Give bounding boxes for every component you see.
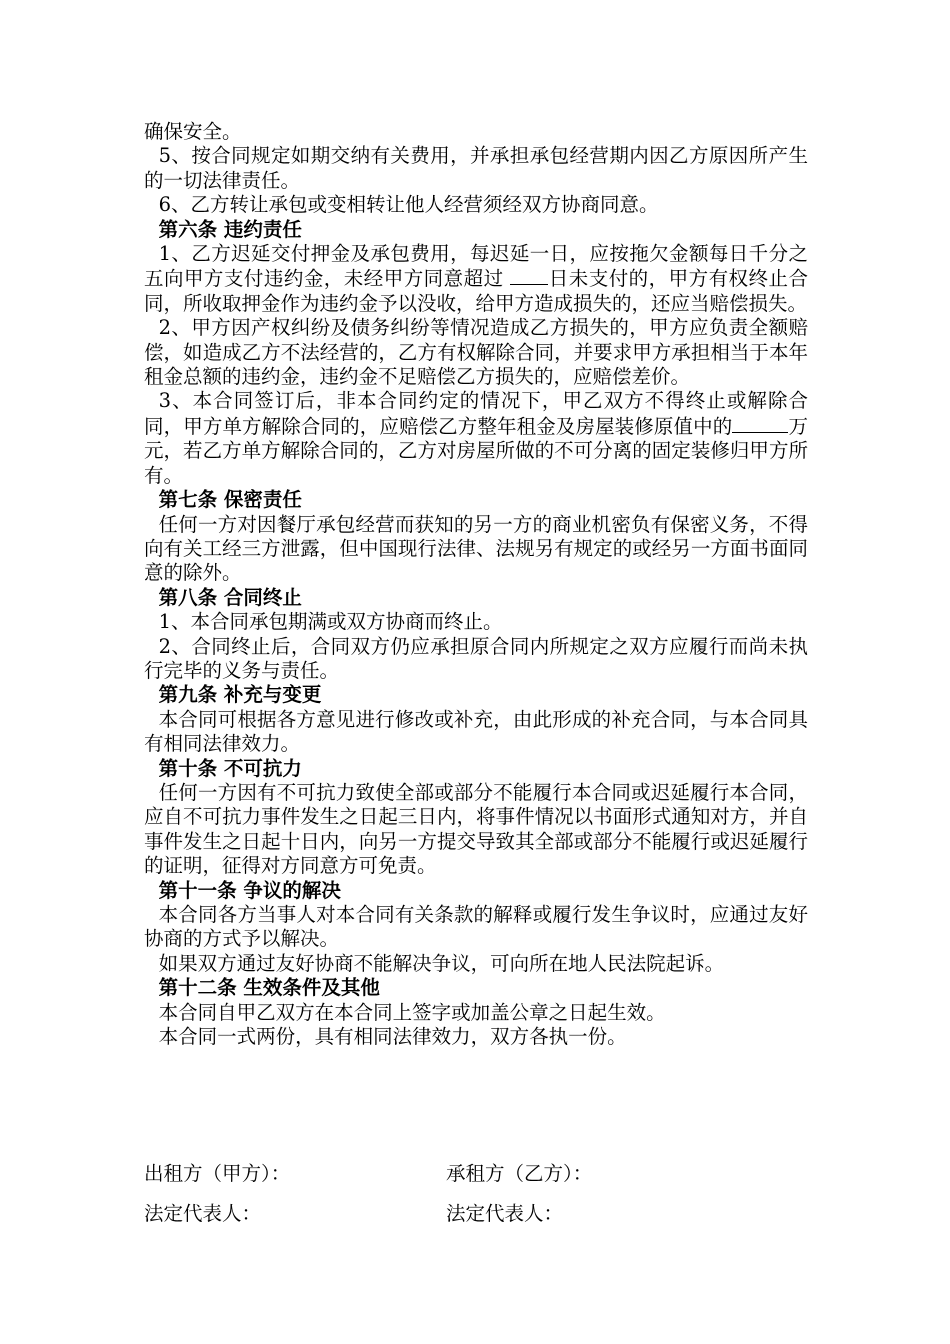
contract-body	[144, 120, 808, 1049]
article-11-heading: 第十一条 争议的解决	[158, 878, 341, 902]
article-7-text: 任何一方对因餐厅承包经营而获知的另一方的商业机密负有保密义务，不得向有关工经三方泄露，但中国现行法律、法规另有规定的或经另一方面书面同意的除外。	[144, 512, 808, 585]
article-11-text-2: 如果双方通过友好协商不能解决争议，可向所在地人民法院起诉。	[158, 951, 725, 975]
clause-text: 万元，若乙方单方解除合同的，乙方对房屋所做的不可分离的固定装修归甲方所有。	[144, 414, 808, 487]
article-12-text-1: 本合同自甲乙双方在本合同上签字或加盖公章之日起生效。	[158, 1000, 666, 1024]
clause-6-transfer: 6、乙方转让承包或变相转让他人经营须经双方协商同意。	[158, 193, 659, 217]
article-11-text-1: 本合同各方当事人对本合同有关条款的解释或履行发生争议时，应通过友好协商的方式予以解决。	[144, 903, 808, 951]
article-10-heading: 第十条 不可抗力	[158, 756, 302, 780]
signature-row-representatives	[144, 1198, 808, 1238]
clause-text: 日未支付的，甲方有权终止合同，所收取押金作为违约金予以没收，给甲方造成损失的，还应当赔偿损失。	[144, 267, 808, 315]
lessee-label: 承租方（乙方）：	[446, 1162, 593, 1185]
article-6-clause-2: 2、甲方因产权纠纷及债务纠纷等情况造成乙方损失的，甲方应负责全额赔偿，如造成乙方不法经营的，乙方有权解除合同，并要求甲方承担相当于本年租金总额的违约金，违约金不足赔偿乙方损失的，应赔偿差价。	[144, 316, 808, 389]
article-6-clause-1	[144, 242, 808, 316]
article-12-heading: 第十二条 生效条件及其他	[158, 976, 380, 1000]
article-7-heading: 第七条 保密责任	[158, 488, 302, 512]
article-8-heading: 第八条 合同终止	[158, 585, 302, 609]
lessor-label: 出租方（甲方）：	[144, 1162, 291, 1185]
days-blank	[510, 266, 548, 285]
lessor-representative-label: 法定代表人：	[144, 1202, 262, 1225]
clause-text: 1、乙方迟延交付押金及承包费用，每迟延一日，应按拖欠金额每日千分之五向甲方支付违约金，未经甲方同意超过	[144, 242, 808, 291]
article-10-text: 任何一方因有不可抗力致使全部或部分不能履行本合同或迟延履行本合同，应自不可抗力事件发生之日起三日内，将事件情况以书面形式通知对方，并自事件发生之日起十日内，向另一方提交导致其全部或部分不能履行或迟延履行的证明，征得对方同意方可免责。	[144, 780, 808, 878]
lessee-representative-label: 法定代表人：	[446, 1202, 564, 1225]
amount-blank	[732, 414, 788, 433]
article-8-clause-2: 2、合同终止后，合同双方仍应承担原合同内所规定之双方应履行而尚未执行完毕的义务与责任。	[144, 634, 808, 682]
clause-5-fees: 5、按合同规定如期交纳有关费用，并承担承包经营期内因乙方原因所产生的一切法律责任。	[144, 144, 808, 192]
article-9-heading: 第九条 补充与变更	[158, 683, 322, 707]
clause-text: 3、本合同签订后，非本合同约定的情况下，甲乙双方不得终止或解除合同，甲方单方解除合同的，应赔偿乙方整年租金及房屋装修原值中的	[144, 389, 808, 438]
paragraph-ensure-safety: 确保安全。	[144, 120, 242, 143]
article-6-heading: 第六条 违约责任	[158, 217, 302, 241]
article-8-clause-1: 1、本合同承包期满或双方协商而终止。	[158, 610, 503, 634]
article-12-text-2: 本合同一式两份，具有相同法律效力，双方各执一份。	[158, 1025, 627, 1049]
article-6-clause-3	[144, 389, 808, 488]
article-9-text: 本合同可根据各方意见进行修改或补充，由此形成的补充合同，与本合同具有相同法律效力。	[144, 707, 808, 756]
signature-block	[144, 1158, 808, 1238]
signature-row-parties	[144, 1158, 808, 1198]
